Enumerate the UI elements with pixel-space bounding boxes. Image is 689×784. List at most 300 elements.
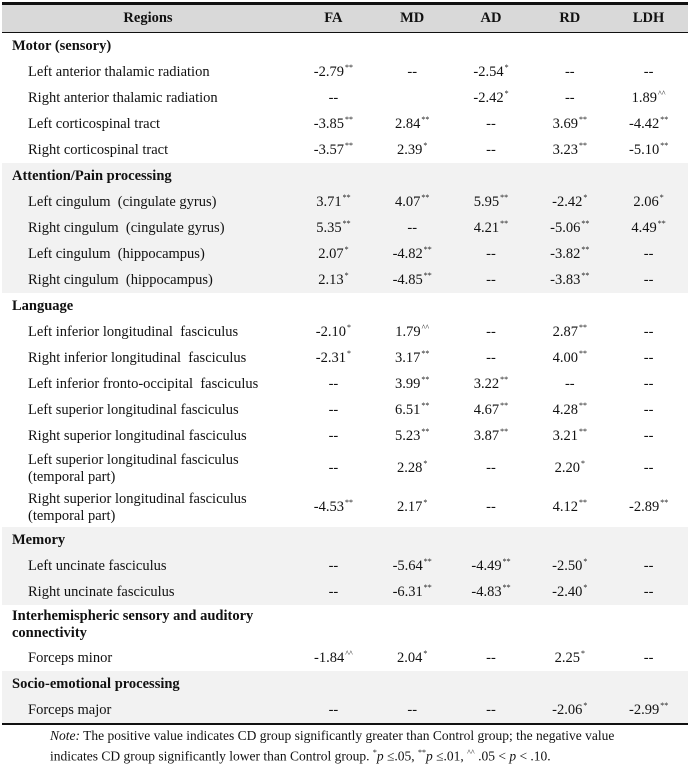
value-rd xyxy=(530,645,609,671)
significance-marker: * xyxy=(344,244,349,254)
region-name xyxy=(2,241,294,267)
value-ldh xyxy=(609,319,688,345)
significance-marker: * xyxy=(423,498,428,507)
sig-mark-1: * xyxy=(372,748,377,757)
value-rd xyxy=(530,189,609,215)
value-rd xyxy=(530,111,609,137)
value-number: -- xyxy=(643,63,654,80)
significance-marker: * xyxy=(423,648,428,658)
region-name-text: Right superior longitudinal fasciculus xyxy=(28,427,247,444)
value-ldh xyxy=(609,579,688,605)
value-number: 4.67 xyxy=(473,401,500,418)
table-row xyxy=(2,579,688,605)
region-name-text: Right cingulum (hippocampus) xyxy=(28,271,213,288)
section-title xyxy=(2,163,688,189)
value-ldh xyxy=(609,345,688,371)
significance-marker: ** xyxy=(578,322,587,332)
value-ad xyxy=(452,241,531,267)
significance-marker: ** xyxy=(578,498,587,507)
value-rd xyxy=(530,85,609,111)
value-number: -- xyxy=(328,583,339,600)
value-number: -- xyxy=(564,63,575,80)
value-ad xyxy=(452,553,531,579)
header-fa: FA xyxy=(294,4,373,33)
value-number: 1.89 xyxy=(631,89,658,106)
value-fa xyxy=(294,345,373,371)
region-name xyxy=(2,59,294,85)
value-rd xyxy=(530,345,609,371)
significance-marker: * xyxy=(580,648,585,658)
table-row xyxy=(2,397,688,423)
value-ad xyxy=(452,579,531,605)
value-number: -3.82 xyxy=(550,245,581,262)
significance-marker: * xyxy=(344,270,349,280)
significance-marker: ** xyxy=(500,374,509,384)
region-name xyxy=(2,579,294,605)
table-row xyxy=(2,319,688,345)
value-rd xyxy=(530,215,609,241)
value-number: 3.99 xyxy=(395,375,421,392)
table-row xyxy=(2,111,688,137)
value-number: -4.82 xyxy=(392,245,423,262)
value-ad xyxy=(452,267,531,293)
significance-marker: * xyxy=(659,192,664,202)
region-name xyxy=(2,697,294,724)
value-fa xyxy=(294,645,373,671)
value-number: -4.85 xyxy=(392,271,423,288)
table-row xyxy=(2,241,688,267)
significance-marker: ** xyxy=(578,400,587,410)
value-md xyxy=(373,85,452,111)
significance-marker: ** xyxy=(423,556,432,566)
value-fa xyxy=(294,371,373,397)
significance-marker: * xyxy=(583,700,588,710)
table-row xyxy=(2,645,688,671)
value-number: -1.84 xyxy=(314,649,345,666)
value-number: 6.51 xyxy=(395,401,421,418)
value-md xyxy=(373,488,452,527)
significance-marker: ** xyxy=(581,218,590,228)
value-ldh xyxy=(609,189,688,215)
value-ldh xyxy=(609,697,688,724)
value-fa xyxy=(294,553,373,579)
section-header-row xyxy=(2,671,688,697)
value-number: -- xyxy=(407,219,418,236)
table-row xyxy=(2,553,688,579)
table-row xyxy=(2,85,688,111)
significance-marker: ** xyxy=(345,140,353,150)
significance-marker: ** xyxy=(500,400,509,410)
value-rd xyxy=(530,553,609,579)
region-name-text: Left inferior longitudinal fasciculus xyxy=(28,323,239,340)
value-rd xyxy=(530,267,609,293)
value-fa xyxy=(294,423,373,449)
region-name xyxy=(2,397,294,423)
section-title xyxy=(2,605,688,645)
header-regions: Regions xyxy=(2,4,294,33)
value-number: -- xyxy=(407,701,418,718)
value-md xyxy=(373,137,452,163)
value-number: 4.21 xyxy=(473,219,500,236)
region-name xyxy=(2,371,294,397)
value-number: 5.23 xyxy=(395,427,421,444)
value-number: 2.84 xyxy=(395,115,421,132)
value-number: -- xyxy=(643,401,654,418)
value-number: 2.04 xyxy=(397,649,423,666)
region-name-text-2: (temporal part) xyxy=(28,507,116,524)
value-fa xyxy=(294,397,373,423)
region-name xyxy=(2,488,294,527)
table-row xyxy=(2,59,688,85)
value-number: 1.79 xyxy=(395,323,421,340)
significance-marker: ** xyxy=(421,192,430,202)
value-ldh xyxy=(609,241,688,267)
value-md xyxy=(373,697,452,724)
value-number: -- xyxy=(486,141,496,158)
value-number: -3.57 xyxy=(313,141,344,158)
value-rd xyxy=(530,137,609,163)
region-name xyxy=(2,423,294,449)
significance-marker: ** xyxy=(500,192,509,202)
value-md xyxy=(373,319,452,345)
table-note xyxy=(50,727,689,765)
significance-marker: ** xyxy=(581,244,590,254)
region-name xyxy=(2,553,294,579)
value-number: -2.06 xyxy=(552,701,583,718)
value-number: -- xyxy=(643,245,654,262)
significance-marker: ** xyxy=(423,582,432,592)
value-number: -2.10 xyxy=(315,323,346,340)
value-number: 2.25 xyxy=(554,649,580,666)
region-name xyxy=(2,215,294,241)
significance-marker: * xyxy=(580,459,585,468)
value-md xyxy=(373,449,452,488)
value-ldh xyxy=(609,111,688,137)
value-number: -- xyxy=(486,649,496,666)
region-name-text: Left superior longitudinal fasciculus xyxy=(28,401,239,418)
sig-mark-2: ** xyxy=(418,748,426,757)
value-md xyxy=(373,579,452,605)
value-number: -2.50 xyxy=(552,557,583,574)
value-ldh xyxy=(609,553,688,579)
table-row xyxy=(2,345,688,371)
region-name xyxy=(2,345,294,371)
value-number: -3.85 xyxy=(313,115,344,132)
table-header-row xyxy=(2,4,688,33)
value-ad xyxy=(452,397,531,423)
value-number: 4.28 xyxy=(552,401,578,418)
value-md xyxy=(373,59,452,85)
value-number: -- xyxy=(407,63,418,80)
value-ad xyxy=(452,189,531,215)
note-line-1 xyxy=(50,727,689,744)
region-name-text: Left superior longitudinal fasciculus xyxy=(28,451,239,468)
value-number: 3.22 xyxy=(473,375,500,392)
value-ad xyxy=(452,85,531,111)
header-rd: RD xyxy=(530,4,609,33)
p-symbol: p xyxy=(376,748,384,764)
value-ad xyxy=(452,645,531,671)
significance-marker: * xyxy=(347,348,351,358)
value-number: -- xyxy=(643,375,654,392)
significance-marker: ** xyxy=(660,140,669,150)
value-md xyxy=(373,371,452,397)
value-number: -- xyxy=(486,271,496,288)
value-number: 2.13 xyxy=(318,271,344,288)
value-number: 3.87 xyxy=(473,427,500,444)
region-name xyxy=(2,111,294,137)
section-title xyxy=(2,671,688,697)
table-row xyxy=(2,267,688,293)
value-number: -2.99 xyxy=(628,701,660,718)
sig-threshold-2: ≤.01, xyxy=(432,748,468,764)
region-name-text: Right anterior thalamic radiation xyxy=(28,89,218,106)
section-header-row xyxy=(2,33,688,60)
value-number: -- xyxy=(328,427,339,444)
region-name xyxy=(2,85,294,111)
region-name-text: Right superior longitudinal fasciculus xyxy=(28,490,247,507)
sig-threshold-3b: < .10. xyxy=(516,748,551,764)
significance-marker: ** xyxy=(500,218,509,228)
note-line-2 xyxy=(50,744,689,765)
section-title-text-2: connectivity xyxy=(12,625,87,641)
dti-results-table xyxy=(2,2,688,725)
value-number: -- xyxy=(564,89,575,106)
value-ldh xyxy=(609,449,688,488)
note-text-2: indicates CD group significantly lower than Control group. xyxy=(50,748,373,764)
value-number: 3.23 xyxy=(552,141,578,158)
table-row xyxy=(2,137,688,163)
region-name-text: Right uncinate fasciculus xyxy=(28,583,175,600)
value-ad xyxy=(452,215,531,241)
note-label: Note: xyxy=(50,728,80,743)
value-number: 5.35 xyxy=(316,219,342,236)
table-row xyxy=(2,215,688,241)
significance-marker: * xyxy=(423,140,428,150)
value-number: -- xyxy=(643,349,654,366)
value-number: -- xyxy=(643,557,654,574)
table-row xyxy=(2,371,688,397)
value-md xyxy=(373,267,452,293)
value-md xyxy=(373,397,452,423)
p-symbol: p xyxy=(509,748,517,764)
value-number: 4.00 xyxy=(552,349,578,366)
value-ad xyxy=(452,345,531,371)
significance-marker: ** xyxy=(502,582,511,592)
significance-marker: ** xyxy=(421,114,430,124)
value-rd xyxy=(530,397,609,423)
value-number: -5.64 xyxy=(392,557,423,574)
value-ldh xyxy=(609,137,688,163)
value-md xyxy=(373,189,452,215)
significance-marker: * xyxy=(347,322,351,332)
sig-mark-3: ^^ xyxy=(467,748,475,757)
significance-marker: * xyxy=(583,556,588,566)
value-ad xyxy=(452,488,531,527)
significance-marker: ** xyxy=(578,426,587,436)
region-name-text: Left corticospinal tract xyxy=(28,115,161,132)
value-number: -2.31 xyxy=(315,349,346,366)
table-row xyxy=(2,449,688,488)
value-ldh xyxy=(609,85,688,111)
value-number: 5.95 xyxy=(473,193,500,210)
section-title xyxy=(2,527,688,553)
note-text-1: The positive value indicates CD group significantly greater than Control group; the negative value xyxy=(80,728,615,743)
region-name-text: Left cingulum (hippocampus) xyxy=(28,245,205,262)
significance-marker: ^^ xyxy=(345,648,353,658)
value-number: -2.89 xyxy=(628,499,660,515)
significance-marker: * xyxy=(583,192,588,202)
significance-marker: ** xyxy=(345,498,353,507)
region-name-text: Left uncinate fasciculus xyxy=(28,557,167,574)
region-name-text: Left anterior thalamic radiation xyxy=(28,63,210,80)
value-number: -3.83 xyxy=(550,271,581,288)
value-fa xyxy=(294,697,373,724)
value-ad xyxy=(452,111,531,137)
value-number: 3.21 xyxy=(552,427,578,444)
value-number: 2.17 xyxy=(397,499,423,515)
section-title-text: Socio-emotional processing xyxy=(12,675,180,692)
value-number: -- xyxy=(643,271,654,288)
value-number: -- xyxy=(328,89,339,106)
value-number: -- xyxy=(486,460,496,476)
value-number: -2.40 xyxy=(552,583,583,600)
section-header-row xyxy=(2,293,688,319)
value-number: -- xyxy=(643,583,654,600)
value-number: 2.39 xyxy=(397,141,423,158)
value-ldh xyxy=(609,423,688,449)
value-fa xyxy=(294,85,373,111)
significance-marker: ** xyxy=(345,62,353,72)
significance-marker: * xyxy=(423,459,428,468)
value-fa xyxy=(294,267,373,293)
value-fa xyxy=(294,215,373,241)
section-title xyxy=(2,293,688,319)
table-body xyxy=(2,33,688,725)
value-ad xyxy=(452,137,531,163)
significance-marker: ** xyxy=(342,218,351,228)
significance-marker: ** xyxy=(421,426,430,436)
significance-marker: ** xyxy=(660,700,669,710)
value-number: 4.07 xyxy=(395,193,421,210)
region-name xyxy=(2,267,294,293)
value-rd xyxy=(530,241,609,267)
value-number: -2.42 xyxy=(552,193,583,210)
region-name-text: Forceps major xyxy=(28,701,112,718)
results-table-container xyxy=(0,2,689,765)
significance-marker: ** xyxy=(660,114,669,124)
value-number: -4.49 xyxy=(471,557,502,574)
value-md xyxy=(373,645,452,671)
table-row xyxy=(2,488,688,527)
value-number: -- xyxy=(486,701,496,718)
value-md xyxy=(373,241,452,267)
value-number: -- xyxy=(328,460,339,476)
region-name-text-2: (temporal part) xyxy=(28,468,116,485)
header-md: MD xyxy=(373,4,452,33)
value-number: -- xyxy=(328,557,339,574)
value-fa xyxy=(294,241,373,267)
value-number: -4.42 xyxy=(628,115,660,132)
value-number: -- xyxy=(486,115,496,132)
value-ad xyxy=(452,319,531,345)
significance-marker: ** xyxy=(421,400,430,410)
value-md xyxy=(373,215,452,241)
section-title xyxy=(2,33,688,60)
value-number: -- xyxy=(643,427,654,444)
value-ad xyxy=(452,371,531,397)
value-ldh xyxy=(609,397,688,423)
region-name-text: Right corticospinal tract xyxy=(28,141,169,158)
significance-marker: ** xyxy=(342,192,351,202)
region-name xyxy=(2,189,294,215)
value-number: 3.17 xyxy=(395,349,421,366)
significance-marker: ^^ xyxy=(421,322,430,332)
table-row xyxy=(2,189,688,215)
value-number: -- xyxy=(643,323,654,340)
significance-marker: ** xyxy=(421,374,430,384)
significance-marker: ** xyxy=(578,348,587,358)
value-ad xyxy=(452,59,531,85)
value-number: -- xyxy=(328,401,339,418)
value-md xyxy=(373,111,452,137)
value-fa xyxy=(294,59,373,85)
significance-marker: ** xyxy=(421,348,430,358)
section-header-row xyxy=(2,163,688,189)
significance-marker: ^^ xyxy=(658,88,666,98)
value-md xyxy=(373,423,452,449)
value-rd xyxy=(530,579,609,605)
significance-marker: ** xyxy=(657,218,666,228)
value-number: 3.71 xyxy=(316,193,342,210)
value-number: -5.10 xyxy=(628,141,660,158)
value-rd xyxy=(530,423,609,449)
significance-marker: ** xyxy=(578,140,587,150)
value-number: -- xyxy=(486,245,496,262)
value-ad xyxy=(452,423,531,449)
table-row xyxy=(2,697,688,724)
value-number: -- xyxy=(643,460,654,476)
value-fa xyxy=(294,319,373,345)
value-number: -- xyxy=(486,323,496,340)
value-number: -- xyxy=(486,349,496,366)
value-number: 4.12 xyxy=(552,499,578,515)
p-symbol: p xyxy=(426,748,433,764)
sig-threshold-3a: .05 < xyxy=(474,748,510,764)
value-fa xyxy=(294,189,373,215)
significance-marker: * xyxy=(504,88,509,98)
significance-marker: ** xyxy=(345,114,353,124)
value-number: -4.83 xyxy=(471,583,502,600)
value-number: 2.07 xyxy=(318,245,344,262)
section-title-text: Interhemispheric sensory and auditory xyxy=(12,608,254,624)
value-fa xyxy=(294,111,373,137)
section-title-text: Attention/Pain processing xyxy=(12,167,172,184)
value-number: -6.31 xyxy=(392,583,423,600)
value-number: -5.06 xyxy=(550,219,581,236)
header-ad: AD xyxy=(452,4,531,33)
significance-marker: ** xyxy=(423,270,432,280)
significance-marker: ** xyxy=(660,498,669,507)
value-ldh xyxy=(609,645,688,671)
section-header-row xyxy=(2,527,688,553)
value-number: 4.49 xyxy=(631,219,657,236)
value-md xyxy=(373,553,452,579)
significance-marker: * xyxy=(583,582,588,592)
value-number: -- xyxy=(328,701,339,718)
value-number: -4.53 xyxy=(313,499,344,515)
value-number: -- xyxy=(486,499,496,515)
